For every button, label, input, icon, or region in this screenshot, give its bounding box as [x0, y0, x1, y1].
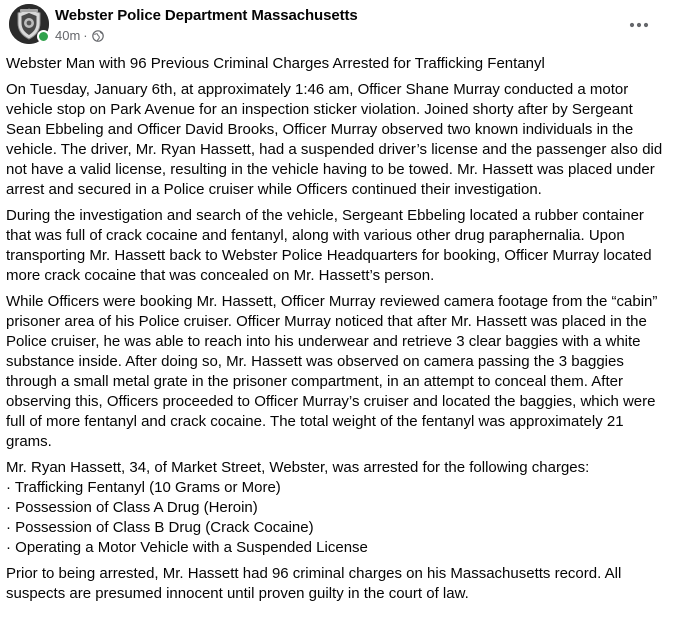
globe-icon[interactable] — [92, 30, 104, 42]
charges-list — [6, 458, 667, 558]
post-timestamp[interactable]: 40m — [55, 28, 81, 43]
post-header — [6, 0, 673, 48]
charge-item: · Trafficking Fentanyl (10 Grams or More) — [6, 479, 281, 496]
post-closing: Prior to being arrested, Mr. Hassett had 96 criminal charges on his Massachusetts record. All suspects are presumed innocent until proven guilty in the court of law. — [6, 565, 622, 602]
more-options-icon — [629, 15, 649, 33]
page-avatar[interactable] — [9, 4, 49, 44]
post-paragraph: While Officers were booking Mr. Hassett, Officer Murray reviewed camera footage from the “cabin” prisoner area of his Police cruiser. Officer Murray noticed that after Mr. Hassett was placed in the Police cruiser, he was able to reach into his underwear and retrieve 3 clear baggies with a white substance inside. After doing so, Mr. Hassett was observed on camera passing the 3 baggies through a small metal grate in the prisoner compartment, in an attempt to conceal them. After observing this, Officers proceeded to Officer Murray’s cruiser and located the baggies, which were full of more fentanyl and crack cocaine. The total weight of the fentanyl was approximately 21 grams. — [6, 293, 658, 450]
post-meta — [55, 28, 104, 43]
charge-item: · Possession of Class B Drug (Crack Cocaine) — [6, 519, 314, 536]
post-paragraph: On Tuesday, January 6th, at approximately 1:46 am, Officer Shane Murray conducted a motor vehicle stop on Park Avenue for an inspection sticker violation. Joined shorty after by Sergeant Sean Ebbeling and Officer David Brooks, Officer Murray observed two known individuals in the vehicle. The driver, Mr. Ryan Hassett, had a suspended driver’s license and the passenger also did not have a valid license, resulting in the vehicle having to be towed. Mr. Hassett was placed under arrest and secured in a Police cruiser while Officers continued their investigation. — [6, 81, 663, 198]
online-status-indicator — [37, 30, 50, 43]
post-paragraph: During the investigation and search of the vehicle, Sergeant Ebbeling located a rubber container that was full of crack cocaine and fentanyl, along with various other drug paraphernalia. Upon transporting Mr. Hassett back to Webster Police Headquarters for booking, Officer Murray located more crack cocaine that was concealed on Mr. Hassett’s person. — [6, 207, 652, 284]
charges-intro: Mr. Ryan Hassett, 34, of Market Street, Webster, was arrested for the following charges: — [6, 459, 590, 476]
charge-item: · Possession of Class A Drug (Heroin) — [6, 499, 258, 516]
meta-separator: · — [83, 28, 88, 43]
page-name-link[interactable]: Webster Police Department Massachusetts — [55, 7, 358, 24]
post-body — [6, 54, 673, 604]
charge-item: · Operating a Motor Vehicle with a Suspended License — [6, 539, 368, 556]
post-title: Webster Man with 96 Previous Criminal Charges Arrested for Trafficking Fentanyl — [6, 55, 545, 72]
more-options-button[interactable] — [623, 8, 655, 40]
